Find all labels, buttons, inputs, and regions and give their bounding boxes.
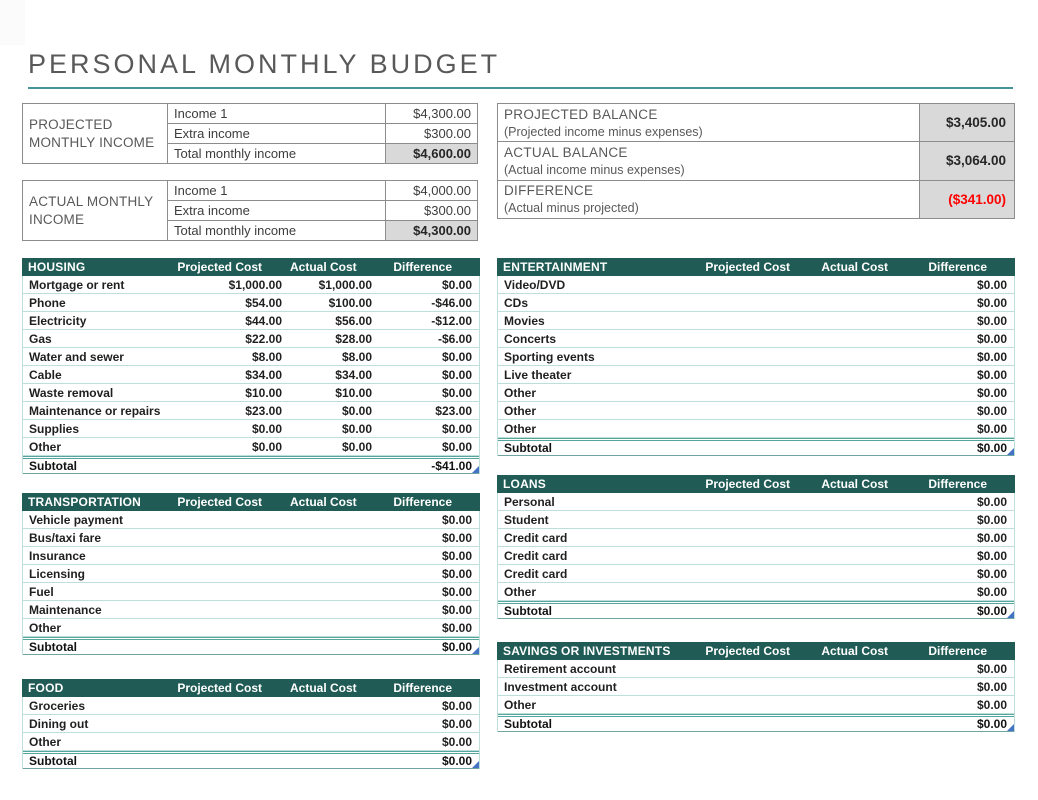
projected-balance-value[interactable]: $3,405.00 [919,104,1014,141]
category-header-row [497,258,1015,276]
subtotal-row[interactable] [23,637,479,655]
table-row[interactable] [498,366,1014,384]
difference-cell[interactable]: $0.00 [441,512,472,527]
table-row[interactable] [23,402,479,420]
actual-balance-value[interactable]: $3,064.00 [919,142,1014,179]
table-row[interactable] [23,619,479,637]
projected-cost-cell[interactable]: $10.00 [245,385,282,400]
projected-cost-cell[interactable]: $0.00 [251,439,282,454]
column-header-difference: Difference [393,260,452,274]
table-row[interactable] [23,276,479,294]
income-row [168,181,478,201]
income-item-cell[interactable]: Income 1 [168,104,386,123]
row-label-cell[interactable]: CDs [504,295,529,310]
difference-cell[interactable]: -$41.00 [431,459,472,473]
difference-cell[interactable]: $0.00 [441,349,472,364]
projected-cost-cell[interactable]: $54.00 [245,295,282,310]
balance-title: DIFFERENCE [504,183,594,199]
actual-cost-cell[interactable]: $8.00 [341,349,372,364]
category-header-row [497,642,1015,660]
balance-title: ACTUAL BALANCE [504,144,628,160]
balance-label [498,142,919,179]
table-row[interactable] [498,583,1014,601]
difference-cell[interactable]: $0.00 [976,441,1007,455]
income-item-cell[interactable]: Income 1 [168,181,386,200]
row-label-cell[interactable]: Phone [29,295,66,310]
income-rows [168,180,478,241]
table-row[interactable] [498,696,1014,714]
table-row[interactable] [23,438,479,456]
table-row[interactable] [498,294,1014,312]
category-header-row [22,493,480,511]
table-row[interactable] [23,366,479,384]
difference-cell[interactable]: $0.00 [976,584,1007,599]
row-label-cell[interactable]: Other [29,620,62,635]
table-row[interactable] [23,583,479,601]
actual-cost-cell[interactable]: $1,000.00 [318,277,372,292]
difference-cell[interactable]: $0.00 [441,277,472,292]
row-label-cell[interactable]: Other [29,734,62,749]
column-header-difference: Difference [393,495,452,509]
row-label-cell[interactable]: Subtotal [504,604,552,618]
category-name: HOUSING [28,260,86,274]
actual-cost-cell[interactable]: $10.00 [335,385,372,400]
difference-cell[interactable]: $0.00 [441,439,472,454]
difference-cell[interactable]: $0.00 [976,566,1007,581]
table-row[interactable] [23,697,479,715]
table-row[interactable] [23,715,479,733]
difference-cell[interactable]: $0.00 [976,604,1007,618]
column-header-difference: Difference [928,644,987,658]
table-row[interactable] [23,384,479,402]
subtotal-row[interactable] [23,456,479,474]
table-row[interactable] [23,733,479,751]
row-label-cell[interactable]: Gas [29,331,52,346]
table-row [498,181,1014,218]
projected-cost-cell[interactable]: $22.00 [245,331,282,346]
screen-artifact [0,0,25,45]
fill-handle-icon[interactable] [472,647,479,654]
row-label-cell[interactable]: Water and sewer [29,349,124,364]
difference-cell[interactable]: -$46.00 [431,295,472,310]
income-table-label: PROJECTED MONTHLY INCOME [22,103,168,164]
row-label-cell[interactable]: Credit card [504,566,568,581]
difference-cell[interactable]: $0.00 [441,367,472,382]
difference-cell[interactable]: $0.00 [976,367,1007,382]
actual-cost-cell[interactable]: $34.00 [335,367,372,382]
balance-subtitle: (Actual minus projected) [504,201,639,216]
row-label-cell[interactable]: Mortgage or rent [29,277,125,292]
row-label-cell[interactable]: Subtotal [29,640,77,654]
column-header-difference: Difference [393,681,452,695]
table-row[interactable] [498,312,1014,330]
fill-handle-icon[interactable] [472,761,479,768]
income-value-cell[interactable]: $4,300.00 [386,221,478,240]
difference-cell[interactable]: $0.00 [441,584,472,599]
income-value-cell[interactable]: $4,000.00 [386,181,478,200]
difference-cell[interactable]: $0.00 [976,661,1007,676]
column-header-projected-cost: Projected Cost [705,477,790,491]
table-savings-or-investments [497,642,1015,732]
table-row[interactable] [23,294,479,312]
income-row [168,221,478,241]
fill-handle-icon[interactable] [1007,724,1014,731]
column-header-actual-cost: Actual Cost [290,681,357,695]
table-row[interactable] [498,678,1014,696]
difference-cell[interactable]: $0.00 [441,602,472,617]
balance-label [498,104,919,141]
row-label-cell[interactable]: Subtotal [504,717,552,731]
row-label-cell[interactable]: Live theater [504,367,572,382]
subtotal-row[interactable] [498,601,1014,619]
table-row[interactable] [23,529,479,547]
income-item-cell[interactable]: Extra income [168,201,386,220]
difference-cell[interactable]: $0.00 [976,313,1007,328]
balance-title: PROJECTED BALANCE [504,106,658,122]
column-header-actual-cost: Actual Cost [821,260,888,274]
category-rows [22,511,480,655]
difference-cell[interactable]: $0.00 [441,754,472,768]
table-row[interactable] [23,511,479,529]
balance-subtitle: (Actual income minus expenses) [504,162,685,177]
income-value-cell[interactable]: $300.00 [386,124,478,143]
difference-cell[interactable]: $0.00 [976,512,1007,527]
difference-cell[interactable]: $0.00 [976,331,1007,346]
column-header-projected-cost: Projected Cost [177,681,262,695]
difference-cell[interactable]: $0.00 [441,640,472,654]
page-title: PERSONAL MONTHLY BUDGET [28,49,501,79]
row-label-cell[interactable]: Personal [504,494,555,509]
income-value-cell[interactable]: $4,600.00 [386,144,478,163]
actual-cost-cell[interactable]: $0.00 [341,439,372,454]
income-value-cell[interactable]: $300.00 [386,201,478,220]
table-row[interactable] [498,402,1014,420]
column-header-actual-cost: Actual Cost [290,495,357,509]
row-label-cell[interactable]: Electricity [29,313,87,328]
category-header-row [22,258,480,276]
table-row[interactable] [498,565,1014,583]
row-label-cell[interactable]: Insurance [29,548,86,563]
table-row[interactable] [498,493,1014,511]
income-row [168,124,478,144]
row-label-cell[interactable]: Waste removal [29,385,114,400]
difference-cell[interactable]: $0.00 [976,295,1007,310]
row-label-cell[interactable]: Concerts [504,331,557,346]
table-row[interactable] [498,511,1014,529]
category-rows [22,276,480,474]
difference-cell[interactable]: $0.00 [441,385,472,400]
difference-cell[interactable]: $0.00 [976,494,1007,509]
row-label-cell[interactable]: Other [504,403,537,418]
difference-cell[interactable]: $0.00 [441,716,472,731]
difference-cell[interactable]: $0.00 [976,717,1007,731]
income-item-cell[interactable]: Total monthly income [168,221,386,240]
actual-income-table [22,180,478,241]
subtotal-row[interactable] [498,714,1014,732]
difference-cell[interactable]: $0.00 [441,421,472,436]
table-loans [497,475,1015,619]
difference-cell[interactable]: $0.00 [441,548,472,563]
actual-cost-cell[interactable]: $0.00 [341,403,372,418]
table-housing [22,258,480,474]
projected-cost-cell[interactable]: $0.00 [251,421,282,436]
category-name: ENTERTAINMENT [503,260,608,274]
difference-cell[interactable]: $0.00 [976,349,1007,364]
difference-balance-value[interactable]: ($341.00) [919,181,1014,218]
projected-cost-cell[interactable]: $23.00 [245,403,282,418]
actual-cost-cell[interactable]: $100.00 [328,295,372,310]
row-label-cell[interactable]: Licensing [29,566,86,581]
row-label-cell[interactable]: Fuel [29,584,54,599]
row-label-cell[interactable]: Sporting events [504,349,595,364]
balance-summary-table [497,103,1015,219]
difference-cell[interactable]: $0.00 [976,403,1007,418]
actual-cost-cell[interactable]: $28.00 [335,331,372,346]
actual-cost-cell[interactable]: $56.00 [335,313,372,328]
table-row [498,142,1014,180]
table-row[interactable] [23,420,479,438]
row-label-cell[interactable]: Subtotal [29,459,77,473]
income-table-label: ACTUAL MONTHLY INCOME [22,180,168,241]
balance-subtitle: (Projected income minus expenses) [504,124,703,139]
category-rows [497,660,1015,732]
projected-cost-cell[interactable]: $34.00 [245,367,282,382]
row-label-cell[interactable]: Video/DVD [504,277,566,292]
category-rows [22,697,480,769]
category-header-row [497,475,1015,493]
row-label-cell[interactable]: Maintenance or repairs [29,403,161,418]
column-header-actual-cost: Actual Cost [821,477,888,491]
difference-cell[interactable]: $0.00 [441,698,472,713]
income-row [168,201,478,221]
table-row[interactable] [498,348,1014,366]
difference-cell[interactable]: -$6.00 [437,331,472,346]
category-rows [497,276,1015,456]
column-header-projected-cost: Projected Cost [177,495,262,509]
difference-cell[interactable]: $0.00 [976,421,1007,436]
table-food [22,679,480,769]
table-row[interactable] [498,660,1014,678]
column-header-difference: Difference [928,260,987,274]
difference-cell[interactable]: $0.00 [441,566,472,581]
table-row[interactable] [498,384,1014,402]
table-row[interactable] [23,601,479,619]
fill-handle-icon[interactable] [472,466,479,473]
difference-cell[interactable]: $0.00 [441,530,472,545]
category-header-row [22,679,480,697]
fill-handle-icon[interactable] [1007,611,1014,618]
difference-cell[interactable]: $0.00 [976,548,1007,563]
category-name: LOANS [503,477,546,491]
row-label-cell[interactable]: Cable [29,367,62,382]
income-value-cell[interactable]: $4,300.00 [386,104,478,123]
row-label-cell[interactable]: Dining out [29,716,89,731]
subtotal-row[interactable] [498,438,1014,456]
row-label-cell[interactable]: Credit card [504,530,568,545]
actual-cost-cell[interactable]: $0.00 [341,421,372,436]
subtotal-row[interactable] [23,751,479,769]
category-name: TRANSPORTATION [28,495,142,509]
table-row[interactable] [498,276,1014,294]
table-row[interactable] [498,420,1014,438]
difference-cell[interactable]: $0.00 [976,697,1007,712]
table-entertainment [497,258,1015,456]
difference-cell[interactable]: $23.00 [435,403,472,418]
title-underline [28,87,1013,89]
row-label-cell[interactable]: Credit card [504,548,568,563]
difference-cell[interactable]: $0.00 [976,679,1007,694]
income-row [168,104,478,124]
column-header-actual-cost: Actual Cost [821,644,888,658]
income-rows [168,103,478,164]
difference-cell[interactable]: $0.00 [976,277,1007,292]
income-item-cell[interactable]: Extra income [168,124,386,143]
row-label-cell[interactable]: Supplies [29,421,80,436]
difference-cell[interactable]: $0.00 [976,385,1007,400]
row-label-cell[interactable]: Other [504,697,537,712]
row-label-cell[interactable]: Other [504,385,537,400]
row-label-cell[interactable]: Retirement account [504,661,617,676]
row-label-cell[interactable]: Vehicle payment [29,512,124,527]
table-row[interactable] [498,330,1014,348]
category-name: SAVINGS OR INVESTMENTS [503,644,671,658]
table-transportation [22,493,480,655]
difference-cell[interactable]: $0.00 [976,530,1007,545]
difference-cell[interactable]: -$12.00 [431,313,472,328]
row-label-cell[interactable]: Groceries [29,698,86,713]
table-row[interactable] [498,529,1014,547]
income-item-cell[interactable]: Total monthly income [168,144,386,163]
balance-label [498,181,919,218]
column-header-projected-cost: Projected Cost [705,260,790,274]
column-header-actual-cost: Actual Cost [290,260,357,274]
column-header-projected-cost: Projected Cost [177,260,262,274]
row-label-cell[interactable]: Subtotal [29,754,77,768]
row-label-cell[interactable]: Investment account [504,679,617,694]
row-label-cell[interactable]: Movies [504,313,545,328]
column-header-projected-cost: Projected Cost [705,644,790,658]
category-name: FOOD [28,681,64,695]
table-row[interactable] [23,312,479,330]
projected-cost-cell[interactable]: $8.00 [251,349,282,364]
table-row[interactable] [498,547,1014,565]
projected-cost-cell[interactable]: $44.00 [245,313,282,328]
table-row [498,104,1014,142]
row-label-cell[interactable]: Other [29,439,62,454]
row-label-cell[interactable]: Other [504,584,537,599]
difference-cell[interactable]: $0.00 [441,620,472,635]
projected-cost-cell[interactable]: $1,000.00 [228,277,282,292]
table-row[interactable] [23,330,479,348]
row-label-cell[interactable]: Bus/taxi fare [29,530,102,545]
fill-handle-icon[interactable] [1007,448,1014,455]
row-label-cell[interactable]: Subtotal [504,441,552,455]
income-row [168,144,478,164]
projected-income-table [22,103,478,164]
difference-cell[interactable]: $0.00 [441,734,472,749]
row-label-cell[interactable]: Other [504,421,537,436]
column-header-difference: Difference [928,477,987,491]
row-label-cell[interactable]: Maintenance [29,602,102,617]
table-row[interactable] [23,565,479,583]
row-label-cell[interactable]: Student [504,512,549,527]
table-row[interactable] [23,348,479,366]
table-row[interactable] [23,547,479,565]
category-rows [497,493,1015,619]
